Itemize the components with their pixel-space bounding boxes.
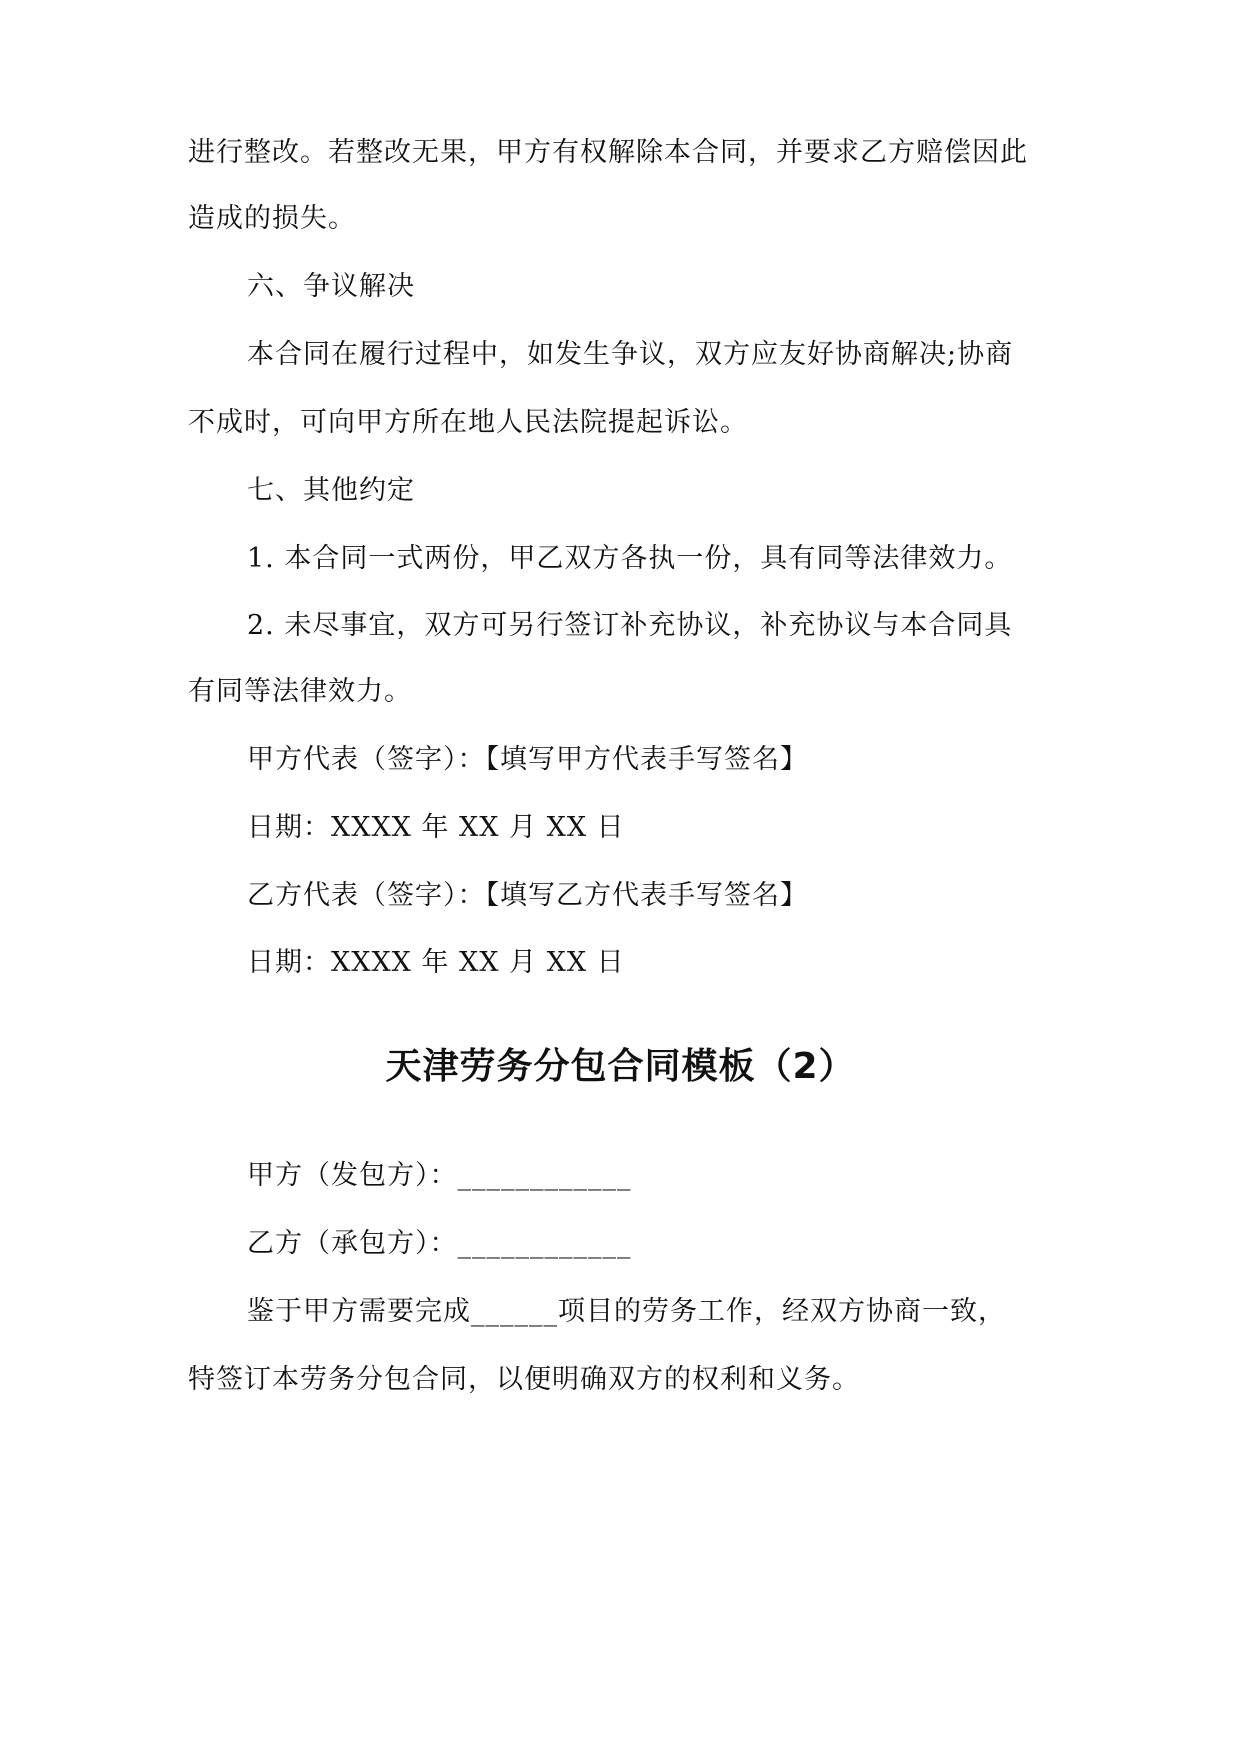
party-line: 乙方（承包方）：____________ [247, 1228, 632, 1259]
signature-line: 甲方代表（签字）：【填写甲方代表手写签名】 [247, 744, 808, 775]
document-title: 天津劳务分包合同模板（2） [385, 1046, 856, 1087]
section-heading: 六、争议解决 [247, 271, 415, 302]
signature-line: 乙方代表（签字）：【填写乙方代表手写签名】 [247, 880, 808, 911]
paragraph-line: 造成的损失。 [188, 203, 356, 234]
list-item: 1. 本合同一式两份，甲乙双方各执一份，具有同等法律效力。 [247, 543, 1013, 574]
paragraph-line: 鉴于甲方需要完成______项目的劳务工作，经双方协商一致， [247, 1296, 1006, 1327]
paragraph-line: 特签订本劳务分包合同，以便明确双方的权利和义务。 [188, 1364, 860, 1395]
paragraph-line: 本合同在履行过程中，如发生争议，双方应友好协商解决;协商 [247, 339, 1014, 370]
section-heading: 七、其他约定 [247, 475, 415, 506]
paragraph-line: 有同等法律效力。 [188, 676, 412, 707]
date-line: 日期：XXXX 年 XX 月 XX 日 [247, 947, 625, 978]
date-line: 日期：XXXX 年 XX 月 XX 日 [247, 812, 625, 843]
list-item: 2. 未尽事宜，双方可另行签订补充协议，补充协议与本合同具 [247, 610, 1013, 641]
paragraph-line: 进行整改。若整改无果，甲方有权解除本合同，并要求乙方赔偿因此 [188, 137, 1028, 168]
party-line: 甲方（发包方）：____________ [247, 1160, 632, 1191]
paragraph-line: 不成时，可向甲方所在地人民法院提起诉讼。 [188, 407, 748, 438]
